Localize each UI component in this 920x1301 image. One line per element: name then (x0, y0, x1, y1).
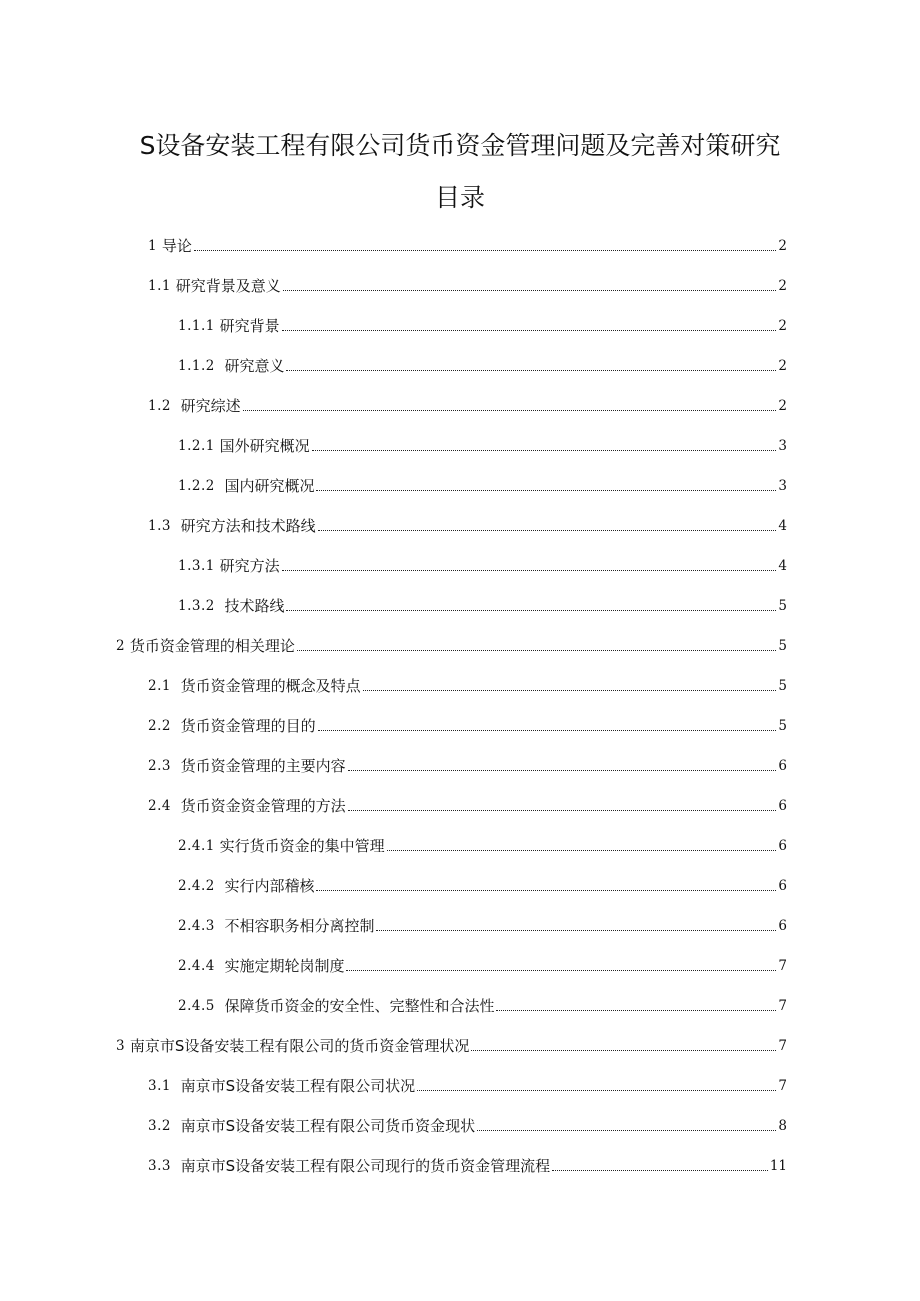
toc-entry[interactable] (178, 948, 787, 976)
toc-entry-number: 1.1 (148, 278, 176, 294)
toc-leader-dots (387, 850, 777, 851)
toc-leader-dots (552, 1170, 768, 1171)
toc-entry[interactable] (178, 308, 787, 336)
toc-entry-number: 1.2 (148, 398, 181, 414)
toc-entry[interactable] (178, 988, 787, 1016)
toc-entry[interactable] (148, 708, 787, 736)
toc-entry-page: 4 (778, 558, 787, 574)
toc-entry-title: 南京市S设备安装工程有限公司现行的货币资金管理流程 (180, 1157, 551, 1175)
toc-entry-title: 货币资金管理的主要内容 (180, 757, 346, 775)
toc-entry-title: 研究背景及意义 (175, 277, 281, 295)
toc-entry-number: 3.1 (148, 1078, 181, 1094)
toc-entry[interactable] (148, 508, 787, 536)
toc-entry-title: 技术路线 (224, 597, 285, 615)
toc-entry-page: 5 (778, 598, 787, 614)
toc-leader-dots (348, 770, 777, 771)
toc-entry-title: 保障货币资金的安全性、完整性和合法性 (224, 997, 495, 1015)
toc-leader-dots (194, 250, 777, 251)
toc-entry-page: 2 (778, 398, 787, 414)
toc-entry-title: 研究背景 (219, 317, 280, 335)
toc-entry-number: 1.3.1 (178, 558, 220, 574)
toc-leader-dots (297, 650, 777, 651)
toc-leader-dots (477, 1130, 776, 1131)
toc-entry-title: 研究综述 (180, 397, 241, 415)
toc-entry[interactable] (178, 548, 787, 576)
toc-entry[interactable] (148, 388, 787, 416)
toc-leader-dots (243, 410, 777, 411)
toc-leader-dots (376, 930, 776, 931)
toc-entry-page: 4 (778, 518, 787, 534)
toc-leader-dots (363, 690, 777, 691)
toc-entry[interactable] (148, 268, 787, 296)
toc-entry[interactable] (178, 428, 787, 456)
toc-leader-dots (348, 810, 777, 811)
toc-entry[interactable] (148, 748, 787, 776)
toc-entry-number: 1.3 (148, 518, 181, 534)
toc-entry-number: 3 (116, 1038, 130, 1054)
toc-entry-page: 11 (769, 1158, 787, 1174)
toc-entry[interactable] (178, 348, 787, 376)
toc-leader-dots (346, 970, 776, 971)
toc-heading: 目录 (434, 183, 485, 212)
toc-entry-title: 实行内部稽核 (224, 877, 315, 895)
toc-entry-page: 2 (778, 278, 787, 294)
toc-leader-dots (286, 370, 776, 371)
toc-entry-title: 货币资金管理的概念及特点 (180, 677, 361, 695)
toc-entry[interactable] (178, 828, 787, 856)
toc-leader-dots (471, 1050, 776, 1051)
toc-entry-title: 货币资金资金管理的方法 (180, 797, 346, 815)
toc-entry-title: 研究方法和技术路线 (180, 517, 316, 535)
toc-entry-number: 2.4.4 (178, 958, 225, 974)
toc-entry-title: 不相容职务相分离控制 (224, 917, 375, 935)
toc-entry-number: 2.2 (148, 718, 181, 734)
toc-entry-page: 2 (778, 358, 787, 374)
toc-leader-dots (282, 570, 777, 571)
toc-entry[interactable] (148, 1148, 787, 1176)
document-title: S设备安装工程有限公司货币资金管理问题及完善对策研究 (139, 131, 781, 160)
toc-entry-number: 1.1.2 (178, 358, 225, 374)
toc-entry[interactable] (148, 1108, 787, 1136)
toc-entry[interactable] (116, 1028, 787, 1056)
toc-leader-dots (283, 290, 777, 291)
toc-entry-title: 实施定期轮岗制度 (224, 957, 345, 975)
toc-entry-number: 2 (116, 638, 130, 654)
toc-leader-dots (286, 610, 776, 611)
toc-entry-page: 7 (778, 998, 787, 1014)
toc-leader-dots (316, 490, 776, 491)
toc-entry-page: 8 (778, 1118, 787, 1134)
toc-entry-page: 6 (778, 878, 787, 894)
toc-entry-number: 3.2 (148, 1118, 181, 1134)
toc-entry[interactable] (148, 1068, 787, 1096)
toc-entry-page: 6 (778, 798, 787, 814)
toc-entry[interactable] (148, 788, 787, 816)
toc-entry-page: 5 (778, 718, 787, 734)
toc-entry-number: 2.4.2 (178, 878, 225, 894)
toc-entry-number: 1.2.2 (178, 478, 225, 494)
toc-entry-page: 3 (778, 478, 787, 494)
toc-entry[interactable] (178, 868, 787, 896)
toc-entry-number: 1.1.1 (178, 318, 220, 334)
toc-entry-number: 3.3 (148, 1158, 181, 1174)
toc-entry[interactable] (178, 588, 787, 616)
toc-entry-number: 2.4.5 (178, 998, 225, 1014)
toc-leader-dots (282, 330, 777, 331)
toc-leader-dots (312, 450, 777, 451)
toc-leader-dots (316, 890, 776, 891)
toc-entry-page: 7 (778, 1078, 787, 1094)
toc-entry-page: 2 (778, 238, 787, 254)
toc-entry-number: 2.4.1 (178, 838, 220, 854)
toc-entry-title: 国外研究概况 (219, 437, 310, 455)
toc-entry-page: 2 (778, 318, 787, 334)
toc-entry-page: 6 (778, 838, 787, 854)
toc-entry-page: 3 (778, 438, 787, 454)
toc-entry-title: 南京市S设备安装工程有限公司货币资金现状 (180, 1117, 476, 1135)
toc-leader-dots (496, 1010, 776, 1011)
toc-entry-page: 5 (778, 678, 787, 694)
toc-entry-title: 研究意义 (224, 357, 285, 375)
toc-entry-number: 1.2.1 (178, 438, 220, 454)
toc-entry-page: 7 (778, 1038, 787, 1054)
toc-entry-number: 2.3 (148, 758, 181, 774)
toc-entry-number: 1 (148, 238, 162, 254)
toc-leader-dots (417, 1090, 776, 1091)
toc-entry-title: 导论 (161, 237, 192, 255)
toc-leader-dots (318, 730, 777, 731)
toc-leader-dots (318, 530, 777, 531)
toc-entry-page: 6 (778, 758, 787, 774)
toc-entry[interactable] (148, 668, 787, 696)
toc-entry-title: 南京市S设备安装工程有限公司的货币资金管理状况 (129, 1037, 470, 1055)
toc-entry[interactable] (178, 908, 787, 936)
table-of-contents (0, 228, 920, 1188)
toc-entry[interactable] (116, 628, 787, 656)
toc-entry-number: 1.3.2 (178, 598, 225, 614)
toc-entry-number: 2.4.3 (178, 918, 225, 934)
toc-entry[interactable] (178, 468, 787, 496)
toc-entry-page: 6 (778, 918, 787, 934)
toc-entry-title: 研究方法 (219, 557, 280, 575)
toc-entry[interactable] (148, 228, 787, 256)
toc-entry-title: 货币资金管理的目的 (180, 717, 316, 735)
toc-entry-number: 2.1 (148, 678, 181, 694)
toc-entry-number: 2.4 (148, 798, 181, 814)
toc-entry-page: 7 (778, 958, 787, 974)
toc-entry-title: 实行货币资金的集中管理 (219, 837, 385, 855)
toc-entry-title: 货币资金管理的相关理论 (129, 637, 295, 655)
toc-entry-page: 5 (778, 638, 787, 654)
toc-entry-title: 国内研究概况 (224, 477, 315, 495)
toc-entry-title: 南京市S设备安装工程有限公司状况 (180, 1077, 416, 1095)
